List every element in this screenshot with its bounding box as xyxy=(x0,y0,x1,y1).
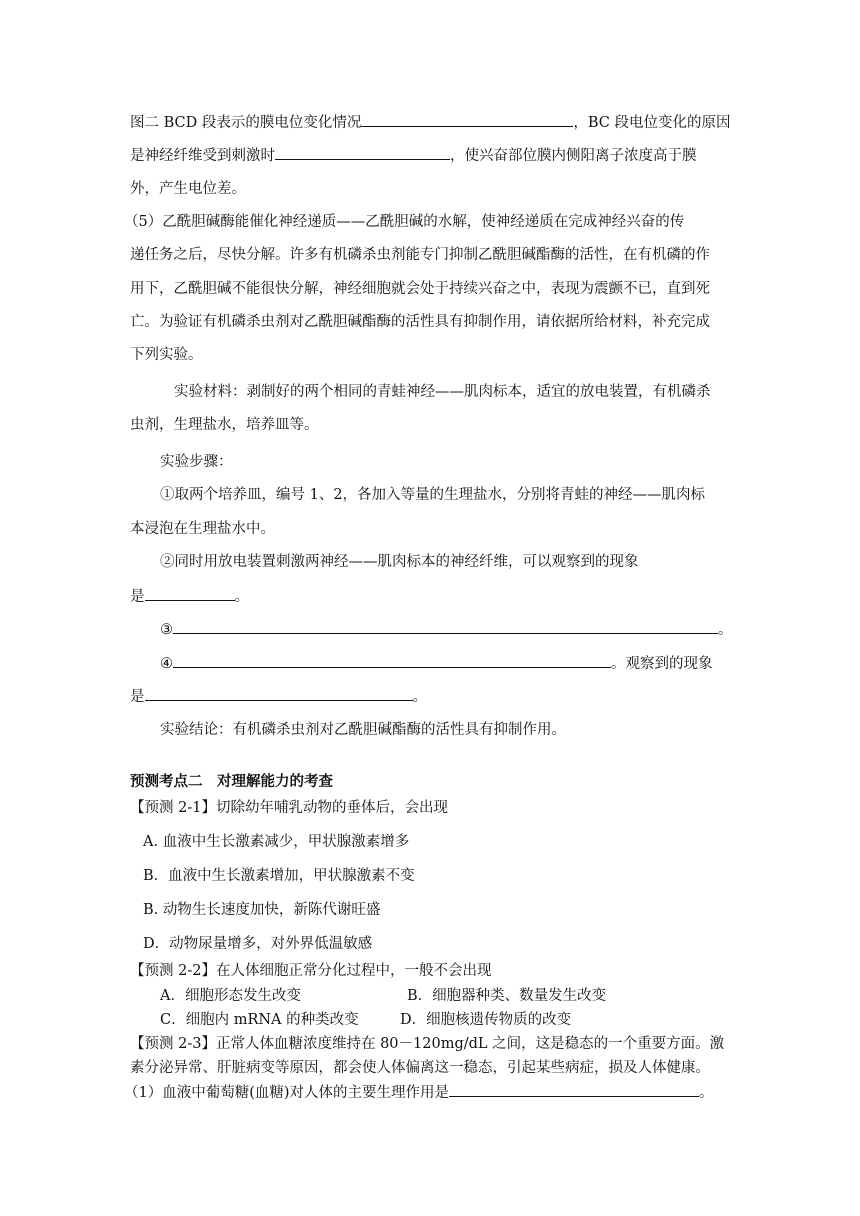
q4-line-3: 外，产生电位差。 xyxy=(130,181,246,197)
q4-line-2 xyxy=(130,145,697,166)
step-2: ②同时用放电装置刺激两神经——肌肉标本的神经纤维，可以观察到的现象 xyxy=(160,554,639,570)
q5-para-line: （5）乙酰胆碱酶能催化神经递质——乙酰胆碱的水解，使神经递质在完成神经兴奋的传 xyxy=(124,214,685,230)
q5-para-line: 用下，乙酰胆碱不能很快分解，神经细胞就会处于持续兴奋之中，表现为震颤不已，直到死 xyxy=(130,281,710,297)
section-title: 预测考点二 对理解能力的考查 xyxy=(130,774,333,790)
period: 。 xyxy=(718,622,733,638)
option-c: C．细胞内 mRNA 的种类改变 xyxy=(160,1012,359,1028)
period: 。 xyxy=(234,589,249,605)
q4-text: 图二 BCD 段表示的膜电位变化情况 xyxy=(130,115,362,131)
step-2-text: 是 xyxy=(130,589,145,605)
q5-para-line: 递任务之后，尽快分解。许多有机磷杀虫剂能专门抑制乙酰胆碱酯酶的活性，在有机磷的作 xyxy=(130,247,710,263)
materials-line: 虫剂，生理盐水，培养皿等。 xyxy=(130,417,319,433)
conclusion: 实验结论：有机磷杀虫剂对乙酰胆碱酯酶的活性具有抑制作用。 xyxy=(160,722,566,738)
step-1-cont: 本浸泡在生理盐水中。 xyxy=(130,521,275,537)
option-d: D．细胞核遗传物质的改变 xyxy=(400,1012,572,1028)
step-3-marker: ③ xyxy=(160,622,173,638)
question-2-3-sub-1 xyxy=(124,1082,714,1103)
answer-blank[interactable] xyxy=(361,112,573,127)
option-d: D．动物尿量增多，对外界低温敏感 xyxy=(143,936,373,952)
step-1: ①取两个培养皿，编号 1、2，各加入等量的生理盐水，分别将青蛙的神经——肌肉标 xyxy=(160,487,706,503)
question-2-2-stem: 【预测 2-2】在人体细胞正常分化过程中，一般不会出现 xyxy=(130,963,492,979)
option-c: B. 动物生长速度加快，新陈代谢旺盛 xyxy=(143,902,381,918)
answer-blank[interactable] xyxy=(145,686,413,701)
q4-text: 是神经纤维受到刺激时 xyxy=(130,148,275,164)
answer-blank[interactable] xyxy=(275,145,450,160)
answer-blank[interactable] xyxy=(145,586,235,601)
sub-question-text: （1）血液中葡萄糖(血糖)对人体的主要生理作用是 xyxy=(124,1085,450,1101)
q5-para-line: 下列实验。 xyxy=(130,347,203,363)
period: 。 xyxy=(699,1085,714,1101)
step-4-text: 。观察到的现象 xyxy=(611,656,713,672)
option-a: A．细胞形态发生改变 xyxy=(160,988,301,1004)
step-4-marker: ④ xyxy=(160,656,173,672)
q4-text: ，BC 段电位变化的原因 xyxy=(573,115,731,131)
question-2-1-stem: 【预测 2-1】切除幼年哺乳动物的垂体后，会出现 xyxy=(130,800,448,816)
q4-text: ，使兴奋部位膜内侧阳离子浓度高于膜 xyxy=(450,148,697,164)
option-b: B．血液中生长激素增加，甲状腺激素不变 xyxy=(143,868,415,884)
step-3 xyxy=(160,619,733,640)
steps-title: 实验步骤： xyxy=(160,454,233,470)
step-4-cont xyxy=(130,686,427,707)
q5-para-line: 亡。为验证有机磷杀虫剂对乙酰胆碱酯酶的活性具有抑制作用，请依据所给材料，补充完成 xyxy=(130,314,710,330)
question-2-3-line: 【预测 2-3】正常人体血糖浓度维持在 80－120mg/dL 之间，这是稳态的一个重要方面。激 xyxy=(130,1036,725,1052)
step-4-text: 是 xyxy=(130,689,145,705)
q4-line-1 xyxy=(130,112,731,133)
materials-line: 实验材料：剥制好的两个相同的青蛙神经——肌肉标本，适宜的放电装置，有机磷杀 xyxy=(174,384,711,400)
option-a: A. 血液中生长激素减少，甲状腺激素增多 xyxy=(143,834,410,850)
question-2-3-line: 素分泌异常、肝脏病变等原因，都会使人体偏离这一稳态，引起某些病症，损及人体健康。 xyxy=(130,1060,710,1076)
answer-blank[interactable] xyxy=(449,1082,699,1097)
step-2-cont xyxy=(130,586,249,607)
period: 。 xyxy=(412,689,427,705)
step-4 xyxy=(160,653,713,674)
option-b: B．细胞器种类、数量发生改变 xyxy=(407,988,607,1004)
answer-blank[interactable] xyxy=(173,619,718,634)
answer-blank[interactable] xyxy=(173,653,611,668)
